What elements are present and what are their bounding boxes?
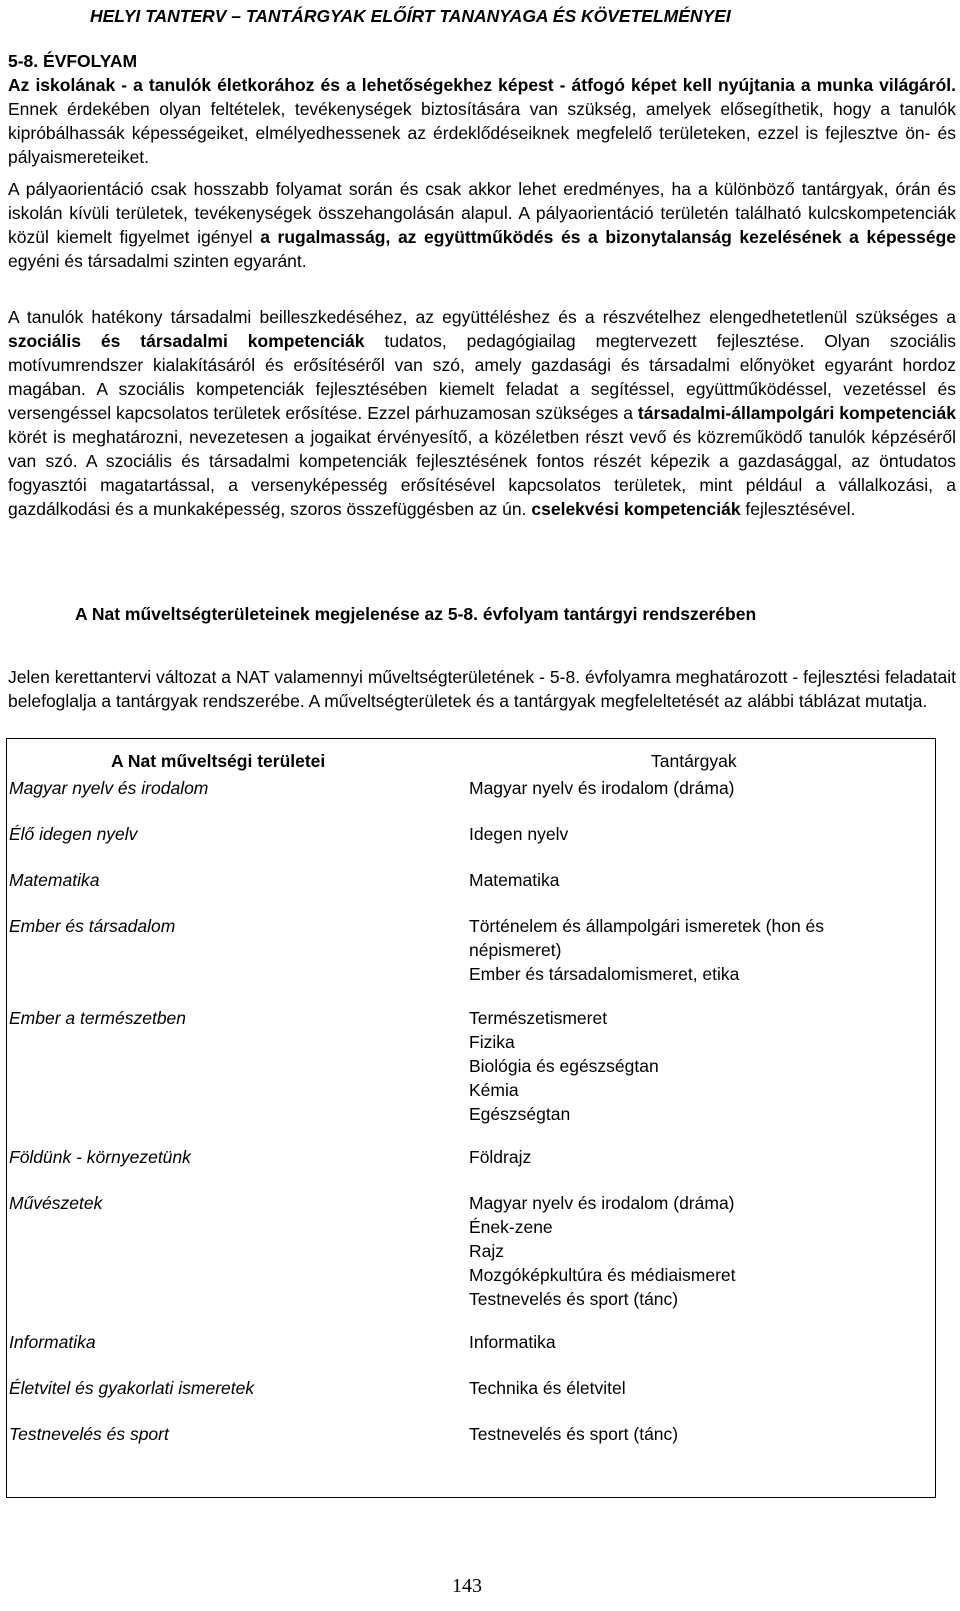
subject-line: Ember és társadalomismeret, etika [469,964,740,984]
subject-line: Ének-zene [469,1217,553,1237]
paragraph-career-world [8,73,956,169]
table-cell-area: Magyar nyelv és irodalom [9,778,209,798]
table-cell-area: Ember a természetben [9,1008,187,1028]
subject-line: népismeret) [469,940,562,960]
paragraph-text: fejlesztésével. [740,499,856,519]
subject-line: Testnevelés és sport (tánc) [469,1289,679,1309]
paragraph-table-intro: Jelen kerettantervi változat a NAT valamennyi műveltségterületének - 5-8. évfolyamra meghatározott - fejlesztési feladatait belefoglalja a tantárgyak rendszerébe. A műveltségterületek és a tantárgyak megfeleltetését az alábbi táblázat mutatja. [8,667,956,711]
paragraph-bold-lead: Az iskolának - a tanulók életkorához és a lehetőségekhez képest - átfogó képet kell nyújtania a munka világáról. [8,75,956,95]
table-cell-subjects [469,776,735,800]
table-cell-area: Művészetek [9,1193,103,1213]
table-cell-subjects [469,1191,736,1311]
paragraph-bold-text: társadalmi-állampolgári kompetenciák [637,403,956,423]
subject-line: Történelem és állampolgári ismeretek (hon és [469,916,825,936]
table-cell-subjects [469,1006,659,1126]
table-cell-area: Informatika [9,1332,96,1352]
subject-line: Technika és életvitel [469,1378,626,1398]
subject-line: Földrajz [469,1147,532,1167]
paragraph-text: egyéni és társadalmi szinten egyaránt. [8,251,307,271]
table-cell-area: Testnevelés és sport [9,1424,169,1444]
paragraph-text: A tanulók hatékony társadalmi beilleszkedéséhez, az együttéléshez és a részvételhez elengedhetetlenül szükséges a [8,307,956,327]
subject-line: Egészségtan [469,1104,571,1124]
page-number: 143 [452,1575,482,1597]
table-cell-area: Földünk - környezetünk [9,1147,191,1167]
paragraph-text: Ennek érdekében olyan feltételek, tevékenységek biztosítására van szükség, amelyek elősegíthetik, hogy a tanulók kipróbálhassák képességeiket, elmélyedhessenek az érdeklődéseiknek megfelelő területeken, ezzel is fejlesztve ön- és pályaismereteiket. [8,99,956,167]
table-cell-subjects [469,914,824,986]
table-cell-subjects [469,1376,626,1400]
table-header-areas: A Nat műveltségi területei [111,751,326,771]
subject-line: Magyar nyelv és irodalom (dráma) [469,778,735,798]
paragraph-text: tudatos, pedagógiailag megtervezett fejlesztése. Olyan szociális motívumrendszer kialakításáról és erősítéséről van szó, amely gazdasági és társadalmi előnyöket egyaránt hordoz magában. A szociális kompetenciák fejlesztésében kiemelt feladat a segítéssel, együttműködéssel, vezetéssel és versengéssel kapcsolatos területek erősítése. Ezzel párhuzamosan szükséges a [8,331,956,423]
table-cell-subjects [469,1145,531,1169]
table-header-subjects: Tantárgyak [651,751,737,771]
paragraph-text: körét is meghatározni, nevezetesen a jogaikat érvényesítő, a közéletben részt vevő és közreműködő tanulók képzéséről van szó. A szociális és társadalmi kompetenciák fejlesztésének fontos részét képezik a gazdasággal, az öntudatos fogyasztói magatartással, a versenyképesség erősítésével kapcsolatos területek, mint például a vállalkozási, a gazdálkodási és a munkaképesség, szoros összefüggésben az ún. [8,427,956,519]
paragraph-bold-text: szociális és társadalmi kompetenciák [8,331,365,351]
table-cell-subjects [469,1330,556,1354]
table-cell-area: Életvitel és gyakorlati ismeretek [9,1378,255,1398]
paragraph-career-orientation [8,177,956,273]
curriculum-table [6,738,936,1498]
subject-line: Magyar nyelv és irodalom (dráma) [469,1193,735,1213]
table-cell-area: Élő idegen nyelv [9,824,138,844]
table-cell-area: Ember és társadalom [9,916,176,936]
grade-heading: 5-8. ÉVFOLYAM [8,51,138,71]
subject-line: Biológia és egészségtan [469,1056,659,1076]
subject-line: Természetismeret [469,1008,608,1028]
subject-line: Rajz [469,1241,505,1261]
subject-line: Testnevelés és sport (tánc) [469,1424,679,1444]
subject-line: Fizika [469,1032,515,1052]
table-cell-subjects [469,822,568,846]
paragraph-social-competences [8,305,956,521]
table-cell-subjects [469,1422,678,1446]
subject-line: Matematika [469,870,560,890]
subject-line: Idegen nyelv [469,824,569,844]
section-title: A Nat műveltségterületeinek megjelenése az 5-8. évfolyam tantárgyi rendszerében [75,604,757,624]
paragraph-text: A pályaorientáció csak hosszabb folyamat során és csak akkor lehet eredményes, ha a különböző tantárgyak, órán és iskolán kívüli területek, tevékenységek összehangolásán alapul. A pályaorientáció területén található kulcskompetenciák közül kiemelt figyelmet igényel [8,179,956,247]
subject-line: Mozgóképkultúra és médiaismeret [469,1265,736,1285]
table-cell-area: Matematika [9,870,100,890]
paragraph-bold-text: a rugalmasság, az együttműködés és a bizonytalanság kezelésének a képessége [260,227,956,247]
running-header: HELYI TANTERV – TANTÁRGYAK ELŐÍRT TANANYAGA ÉS KÖVETELMÉNYEI [90,6,731,26]
subject-line: Kémia [469,1080,519,1100]
table-cell-subjects [469,868,559,892]
subject-line: Informatika [469,1332,556,1352]
paragraph-bold-text: cselekvési kompetenciák [531,499,741,519]
